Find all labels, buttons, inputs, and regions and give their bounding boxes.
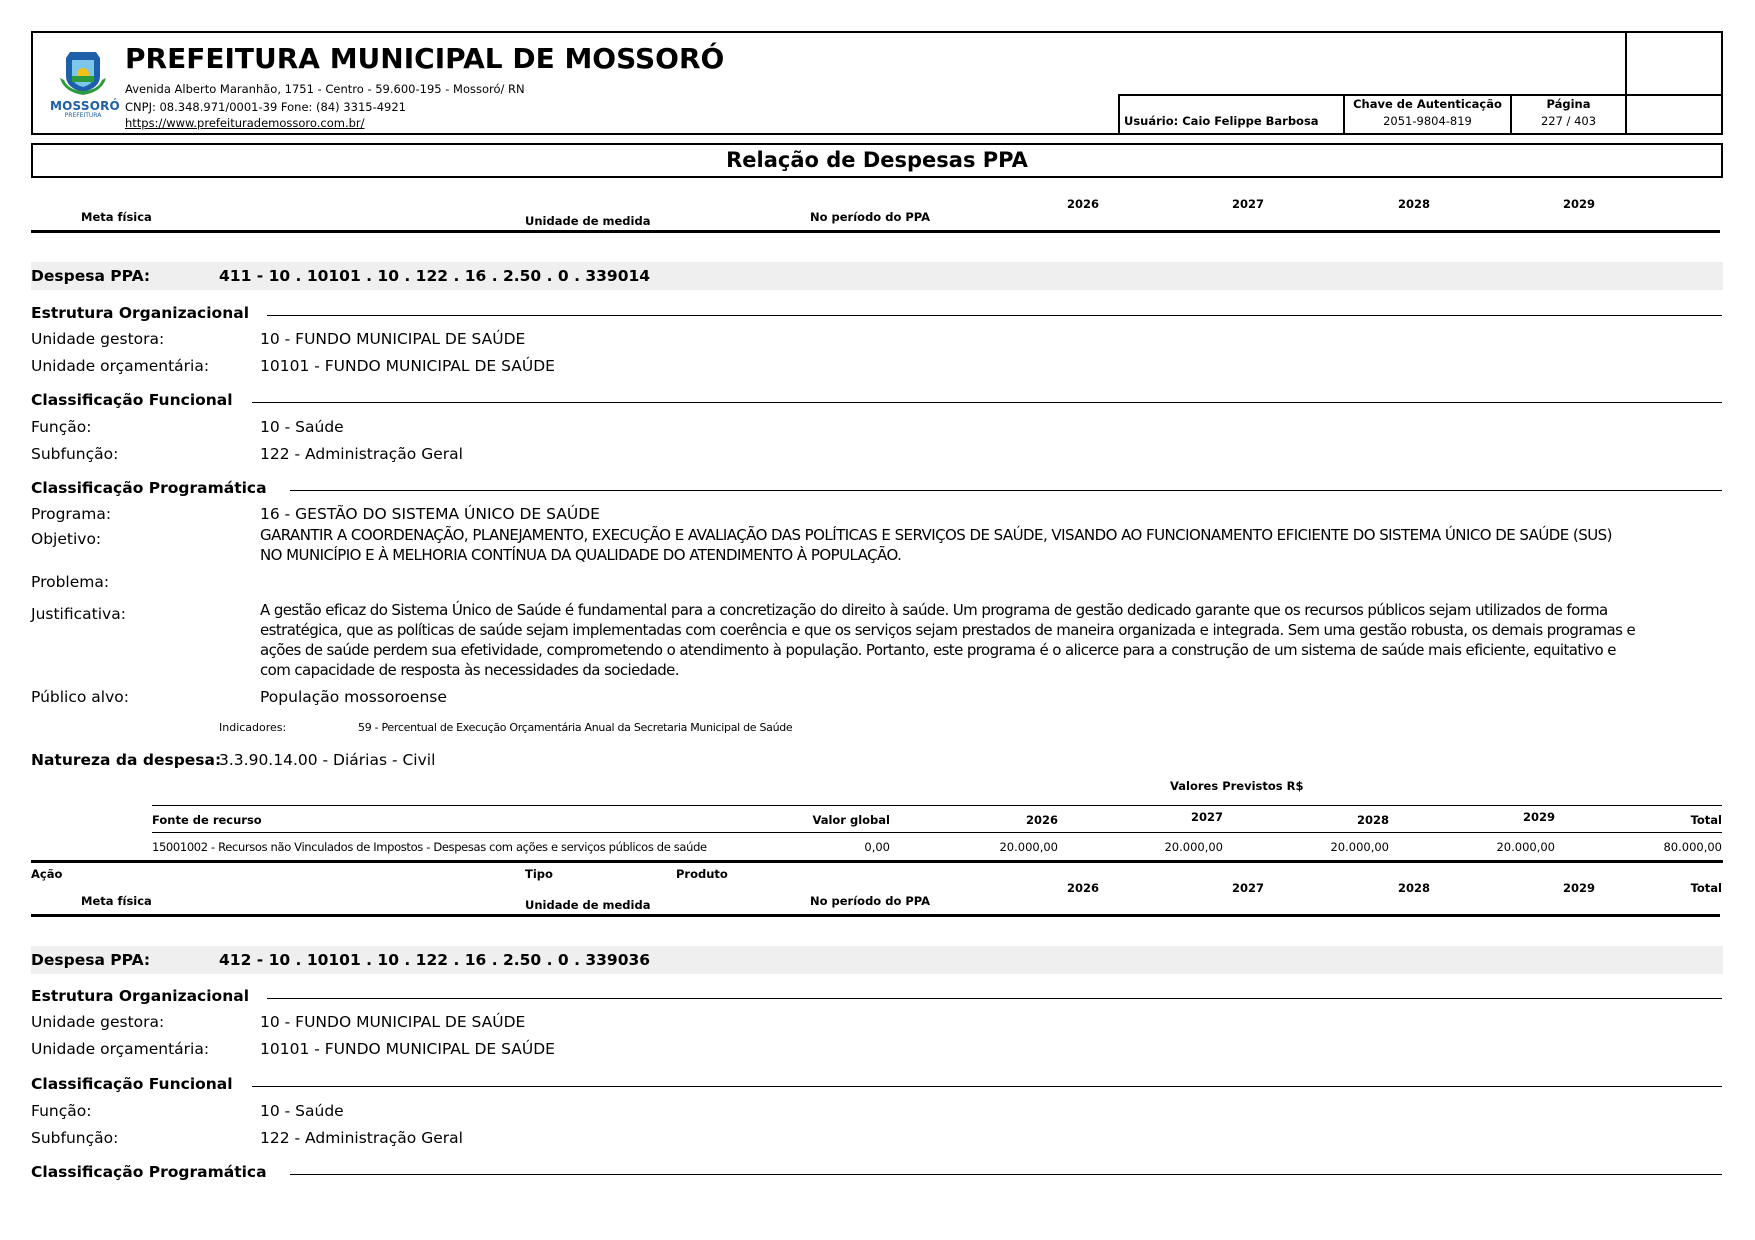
page-cell <box>1510 94 1627 135</box>
th-year-2026: 2026 <box>1025 813 1058 827</box>
col-year-2026: 2026 <box>1067 881 1100 895</box>
col-year-2029: 2029 <box>1563 881 1596 895</box>
value-funcao: 10 - Saúde <box>260 1102 344 1120</box>
label-subfuncao: Subfunção: <box>31 1129 119 1147</box>
cell-valor-global: 0,00 <box>864 840 890 854</box>
user-cell <box>1118 94 1343 135</box>
th-total: Total <box>1690 813 1722 827</box>
th-year-2028: 2028 <box>1356 813 1389 827</box>
col-meta-fisica: Meta física <box>81 894 152 908</box>
section-funcional: Classificação Funcional <box>31 1075 233 1093</box>
section-rule <box>290 490 1722 491</box>
table-bottom-rule <box>31 860 1723 863</box>
label-unidade-gestora: Unidade gestora: <box>31 330 165 348</box>
user-name: Usuário: Caio Felippe Barbosa <box>1124 114 1319 128</box>
value-subfuncao: 122 - Administração Geral <box>260 445 463 463</box>
section-rule <box>267 315 1722 316</box>
col-year-2029: 2029 <box>1563 197 1596 211</box>
section-rule <box>252 1086 1722 1087</box>
value-unidade-gestora: 10 - FUNDO MUNICIPAL DE SAÚDE <box>260 1013 526 1031</box>
auth-key-value: 2051-9804-819 <box>1383 114 1472 128</box>
value-indicadores: 59 - Percentual de Execução Orçamentária Anual da Secretaria Municipal de Saúde <box>358 721 793 734</box>
col-unidade-medida: Unidade de medida <box>525 214 651 228</box>
col-year-2027: 2027 <box>1232 881 1265 895</box>
section-rule <box>290 1174 1722 1175</box>
label-programa: Programa: <box>31 505 112 523</box>
table-top-rule <box>152 805 1722 806</box>
value-justificativa-line: estratégica, que as políticas de saúde sejam implementadas com coerência e que os serviços sejam prestados de maneira organizada e integrada. Sem uma gestão robusta, os demais programas e <box>260 621 1636 639</box>
section-rule <box>252 402 1722 403</box>
despesa-label: Despesa PPA: <box>31 267 151 285</box>
acao-header-divider <box>31 914 1720 917</box>
value-objetivo-line: NO MUNICÍPIO E À MELHORIA CONTÍNUA DA QUALIDADE DO ATENDIMENTO À POPULAÇÃO. <box>260 546 902 564</box>
col-unidade-medida: Unidade de medida <box>525 898 651 912</box>
cell-2027: 20.000,00 <box>1164 840 1223 854</box>
value-unidade-orcamentaria: 10101 - FUNDO MUNICIPAL DE SAÚDE <box>260 357 555 375</box>
auth-key-cell <box>1343 94 1510 135</box>
org-website-link[interactable]: https://www.prefeiturademossoro.com.br/ <box>125 116 365 130</box>
col-produto: Produto <box>676 867 728 881</box>
coat-of-arms-icon <box>50 48 116 96</box>
value-justificativa-line: A gestão eficaz do Sistema Único de Saúde é fundamental para a concretização do direito à saúde. Um programa de gestão dedicado garante que os recursos públicos sejam utilizados de forma <box>260 601 1608 619</box>
col-tipo: Tipo <box>525 867 553 881</box>
label-publico-alvo: Público alvo: <box>31 688 129 706</box>
section-funcional: Classificação Funcional <box>31 391 233 409</box>
col-no-periodo: No período do PPA <box>810 894 931 908</box>
header-right-divider <box>1625 31 1627 135</box>
section-rule <box>267 998 1722 999</box>
report-title: Relação de Despesas PPA <box>31 143 1723 178</box>
value-justificativa-line: com capacidade de resposta às necessidades da sociedade. <box>260 661 679 679</box>
org-address: Avenida Alberto Maranhão, 1751 - Centro - 59.600-195 - Mossoró/ RN <box>125 82 525 96</box>
cell-2026: 20.000,00 <box>999 840 1058 854</box>
section-programatica: Classificação Programática <box>31 479 267 497</box>
th-year-2029: 2029 <box>1522 810 1555 824</box>
logo <box>50 48 120 119</box>
despesa-label: Despesa PPA: <box>31 951 151 969</box>
value-unidade-gestora: 10 - FUNDO MUNICIPAL DE SAÚDE <box>260 330 526 348</box>
col-year-2028: 2028 <box>1398 881 1431 895</box>
value-publico-alvo: População mossoroense <box>260 688 447 706</box>
label-problema: Problema: <box>31 573 110 591</box>
value-unidade-orcamentaria: 10101 - FUNDO MUNICIPAL DE SAÚDE <box>260 1040 555 1058</box>
despesa-code: 411 - 10 . 10101 . 10 . 122 . 16 . 2.50 . 0 . 339014 <box>219 267 651 285</box>
label-indicadores: Indicadores: <box>219 721 287 734</box>
value-funcao: 10 - Saúde <box>260 418 344 436</box>
despesa-code: 412 - 10 . 10101 . 10 . 122 . 16 . 2.50 . 0 . 339036 <box>219 951 651 969</box>
label-natureza: Natureza da despesa: <box>31 751 222 769</box>
value-subfuncao: 122 - Administração Geral <box>260 1129 463 1147</box>
col-total: Total <box>1690 881 1722 895</box>
label-unidade-orcamentaria: Unidade orçamentária: <box>31 357 210 375</box>
auth-key-label: Chave de Autenticação <box>1353 97 1502 111</box>
valores-previstos-title: Valores Previstos R$ <box>1170 779 1304 793</box>
section-estrutura: Estrutura Organizacional <box>31 987 250 1005</box>
section-programatica: Classificação Programática <box>31 1163 267 1181</box>
table-header-rule <box>152 832 1722 833</box>
label-unidade-orcamentaria: Unidade orçamentária: <box>31 1040 210 1058</box>
logo-text: MOSSORÓ <box>50 99 120 113</box>
label-unidade-gestora: Unidade gestora: <box>31 1013 165 1031</box>
col-no-periodo: No período do PPA <box>810 210 931 224</box>
col-year-2027: 2027 <box>1232 197 1265 211</box>
section-estrutura: Estrutura Organizacional <box>31 304 250 322</box>
col-year-2028: 2028 <box>1398 197 1431 211</box>
logo-subtext: PREFEITURA <box>64 112 102 119</box>
value-programa: 16 - GESTÃO DO SISTEMA ÚNICO DE SAÚDE <box>260 505 600 523</box>
cell-2028: 20.000,00 <box>1330 840 1389 854</box>
value-objetivo-line: GARANTIR A COORDENAÇÃO, PLANEJAMENTO, EXECUÇÃO E AVALIAÇÃO DAS POLÍTICAS E SERVIÇOS DE SAÚDE, VISANDO AO FUNCIONAMENTO EFICIENTE DO SISTEMA ÚNICO DE SAÚDE (SUS) <box>260 526 1612 544</box>
org-cnpj-phone: CNPJ: 08.348.971/0001-39 Fone: (84) 3315-4921 <box>125 100 406 114</box>
label-subfuncao: Subfunção: <box>31 445 119 463</box>
value-natureza: 3.3.90.14.00 - Diárias - Civil <box>219 751 436 769</box>
col-meta-fisica: Meta física <box>81 210 152 224</box>
page-number: 227 / 403 <box>1540 114 1597 128</box>
header-divider <box>31 230 1720 233</box>
cell-fonte: 15001002 - Recursos não Vinculados de Impostos - Despesas com ações e serviços públicos de saúde <box>152 840 707 854</box>
label-funcao: Função: <box>31 1102 92 1120</box>
value-justificativa-line: ações de saúde perdem sua efetividade, comprometendo o atendimento à população. Portanto, este programa é o alicerce para a construção de um sistema de saúde mais eficiente, equitativo e <box>260 641 1616 659</box>
label-justificativa: Justificativa: <box>31 605 126 623</box>
page-label: Página <box>1546 97 1591 111</box>
th-year-2027: 2027 <box>1190 810 1223 824</box>
th-fonte: Fonte de recurso <box>152 813 262 827</box>
col-year-2026: 2026 <box>1067 197 1100 211</box>
org-name: PREFEITURA MUNICIPAL DE MOSSORÓ <box>125 42 725 75</box>
label-objetivo: Objetivo: <box>31 530 102 548</box>
cell-2029: 20.000,00 <box>1496 840 1555 854</box>
col-acao: Ação <box>31 867 63 881</box>
label-funcao: Função: <box>31 418 92 436</box>
cell-total: 80.000,00 <box>1663 840 1722 854</box>
th-valor-global: Valor global <box>812 813 890 827</box>
